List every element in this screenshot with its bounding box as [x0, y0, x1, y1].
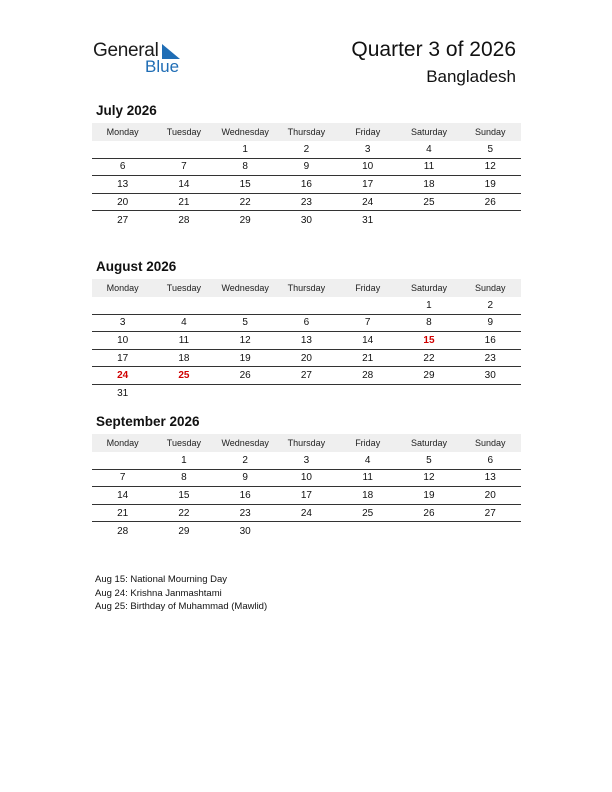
day-cell: 3: [119, 317, 126, 329]
week-row: [92, 211, 521, 229]
weekday-header: Saturday: [410, 127, 447, 137]
week-row: [92, 332, 521, 350]
day-cell: 10: [300, 472, 312, 484]
week-row: [92, 385, 521, 403]
day-cell: 20: [484, 489, 496, 501]
weekday-header: Friday: [355, 127, 381, 137]
day-cell: 29: [423, 370, 435, 382]
day-cell: 31: [362, 214, 374, 226]
day-cell: 3: [364, 143, 371, 155]
day-cell: 20: [117, 196, 129, 208]
day-cell: 26: [239, 370, 251, 382]
day-cell: 20: [300, 352, 312, 364]
day-cell: 2: [487, 299, 493, 311]
weekday-header: Friday: [355, 438, 381, 448]
logo: [93, 40, 193, 80]
day-cell: 15: [178, 489, 190, 501]
day-cell: 8: [242, 161, 248, 173]
day-cell: 17: [362, 178, 374, 190]
day-cell: 14: [362, 334, 374, 346]
weekday-header: Saturday: [410, 283, 447, 293]
day-cell: 25: [423, 196, 435, 208]
day-cell: 15: [239, 178, 251, 190]
day-cell: 5: [426, 454, 432, 466]
week-row: [92, 505, 521, 523]
day-cell: 26: [423, 507, 435, 519]
day-cell: 28: [178, 214, 190, 226]
day-cell: 30: [239, 525, 251, 537]
day-cell: 30: [300, 214, 312, 226]
weekday-header: Friday: [355, 283, 381, 293]
day-cell: 7: [119, 472, 126, 484]
day-cell: 19: [423, 489, 435, 501]
weekday-header: Sunday: [474, 283, 506, 293]
holiday-note: Aug 24: Krishna Janmashtami: [95, 587, 222, 599]
day-cell: 24: [300, 507, 312, 519]
day-cell: 2: [242, 454, 248, 466]
day-cell: 13: [300, 334, 312, 346]
day-cell: 16: [239, 489, 251, 501]
day-cell: 19: [484, 178, 496, 190]
day-cell: 1: [181, 454, 187, 466]
holiday-note: Aug 25: Birthday of Muhammad (Mawlid): [95, 601, 268, 612]
weekday-header: Sunday: [474, 438, 506, 448]
day-cell: 4: [426, 143, 432, 155]
week-row: [92, 350, 521, 368]
weekday-header: Wednesday: [221, 283, 269, 293]
week-row: [92, 194, 521, 212]
weekday-header: Monday: [106, 283, 139, 293]
weekday-header: Thursday: [287, 438, 326, 448]
page-title: Quarter 3 of 2026: [351, 38, 516, 61]
day-cell: 22: [178, 507, 190, 519]
week-row: [92, 159, 521, 177]
month-september: [92, 414, 521, 540]
day-cell: 17: [117, 352, 129, 364]
day-cell: 12: [484, 161, 496, 173]
week-row: [92, 297, 521, 315]
day-cell: 10: [362, 161, 374, 173]
logo-text-blue: Blue: [145, 57, 180, 76]
month-title: July 2026: [96, 103, 157, 118]
day-cell: 27: [300, 370, 312, 382]
weekday-header: Wednesday: [221, 127, 269, 137]
week-row: [92, 487, 521, 505]
day-cell: 13: [117, 178, 129, 190]
day-cell: 27: [117, 214, 129, 226]
day-cell: 1: [242, 143, 248, 155]
day-cell: 11: [362, 472, 373, 484]
day-cell: 7: [181, 161, 187, 173]
day-cell: 16: [484, 334, 496, 346]
day-cell: 26: [484, 196, 496, 208]
week-row: [92, 522, 521, 540]
day-cell: 9: [487, 317, 493, 329]
day-cell: 29: [239, 214, 251, 226]
day-cell: 13: [484, 472, 496, 484]
day-cell: 23: [484, 352, 496, 364]
country-name: Bangladesh: [426, 67, 516, 86]
week-row: [92, 367, 521, 385]
logo-text-general: General: [93, 40, 159, 61]
holiday-notes: [95, 573, 267, 614]
weekday-header: Thursday: [287, 283, 326, 293]
day-cell: 21: [362, 352, 374, 364]
day-cell: 19: [239, 352, 251, 364]
week-row: [92, 470, 521, 488]
day-cell: 12: [239, 334, 251, 346]
day-cell: 28: [362, 370, 374, 382]
day-cell: 18: [423, 178, 435, 190]
day-cell: 6: [119, 161, 126, 173]
day-cell: 23: [300, 196, 312, 208]
day-cell: 8: [426, 317, 432, 329]
week-row: [92, 141, 521, 159]
day-cell: 5: [487, 143, 493, 155]
day-cell: 14: [178, 178, 190, 190]
holiday-day-cell: 15: [423, 334, 435, 346]
day-cell: 6: [487, 454, 493, 466]
day-cell: 21: [178, 196, 190, 208]
weekday-header: Tuesday: [166, 438, 201, 448]
day-cell: 22: [239, 196, 251, 208]
month-title: August 2026: [96, 259, 177, 274]
day-cell: 21: [117, 507, 129, 519]
day-cell: 14: [117, 489, 129, 501]
day-cell: 11: [178, 334, 190, 346]
day-cell: 18: [362, 489, 374, 501]
day-cell: 4: [364, 454, 371, 466]
weekday-header: Sunday: [474, 127, 506, 137]
day-cell: 7: [364, 317, 371, 329]
month-july: [92, 103, 521, 229]
holiday-day-cell: 25: [178, 370, 190, 382]
day-cell: 23: [239, 507, 251, 519]
holiday-note: Aug 15: National Mourning Day: [95, 574, 228, 585]
day-cell: 18: [178, 352, 190, 364]
week-row: [92, 176, 521, 194]
day-cell: 27: [484, 507, 496, 519]
day-cell: 24: [362, 196, 374, 208]
day-cell: 4: [181, 317, 187, 329]
day-cell: 1: [426, 299, 432, 311]
week-row: [92, 452, 521, 470]
weekday-header: Saturday: [410, 438, 447, 448]
weekday-header: Tuesday: [166, 283, 201, 293]
weekday-header-row: [92, 279, 521, 297]
day-cell: 31: [117, 388, 129, 400]
day-cell: 30: [484, 370, 496, 382]
day-cell: 12: [423, 472, 435, 484]
day-cell: 28: [117, 525, 129, 537]
day-cell: 25: [362, 507, 374, 519]
weekday-header: Wednesday: [221, 438, 269, 448]
day-cell: 5: [242, 317, 248, 329]
weekday-header: Tuesday: [166, 127, 201, 137]
weekday-header: Monday: [106, 127, 139, 137]
month-august: [92, 259, 521, 403]
month-title: September 2026: [96, 414, 200, 429]
day-cell: 11: [423, 161, 435, 173]
weekday-header-row: [92, 123, 521, 141]
weekday-header: Monday: [106, 438, 139, 448]
weekday-header: Thursday: [287, 127, 326, 137]
week-row: [92, 315, 521, 333]
day-cell: 22: [423, 352, 435, 364]
holiday-day-cell: 24: [117, 370, 129, 382]
day-cell: 9: [242, 472, 248, 484]
day-cell: 10: [117, 334, 129, 346]
day-cell: 8: [181, 472, 187, 484]
day-cell: 17: [300, 489, 312, 501]
day-cell: 9: [303, 161, 310, 173]
day-cell: 29: [178, 525, 190, 537]
day-cell: 2: [303, 143, 310, 155]
weekday-header-row: [92, 434, 521, 452]
day-cell: 3: [303, 454, 310, 466]
day-cell: 6: [303, 317, 310, 329]
day-cell: 16: [300, 178, 312, 190]
